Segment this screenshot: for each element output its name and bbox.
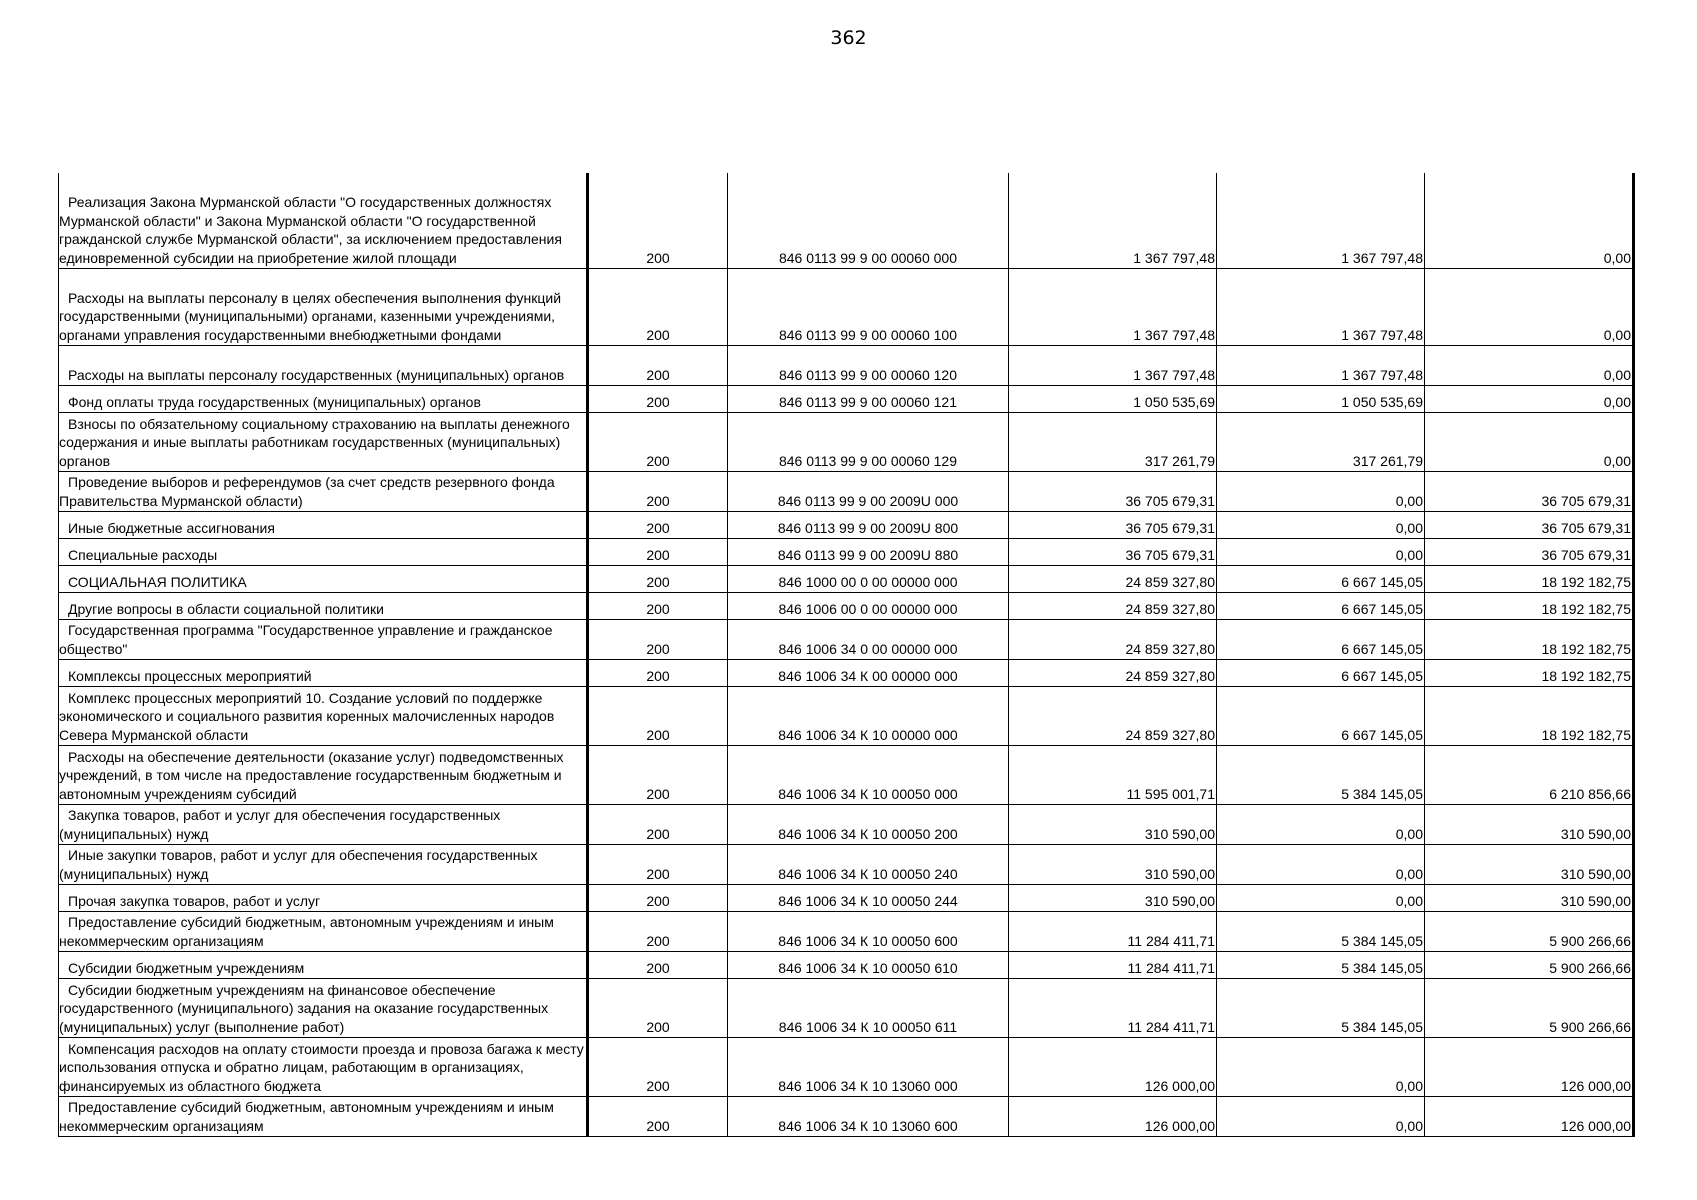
row-classification-cell: 846 1006 34 К 00 00000 000 (728, 660, 1009, 687)
table-row (59, 386, 1634, 413)
row-classification-cell: 846 1006 34 К 10 00050 610 (728, 952, 1009, 979)
row-amount-3-cell: 0,00 (1425, 413, 1634, 472)
row-name-cell: Комплекс процессных мероприятий 10. Создание условий по поддержке экономического и социального развития коренных малочисленных народов Севера Мурманской области (59, 687, 588, 746)
row-amount-3-cell: 5 900 266,66 (1425, 912, 1634, 952)
row-code-cell: 200 (588, 566, 728, 593)
row-amount-1-cell: 126 000,00 (1009, 1038, 1217, 1097)
table-row (59, 746, 1634, 805)
row-amount-2-cell: 0,00 (1217, 845, 1425, 885)
row-classification-cell: 846 1006 34 К 10 00050 600 (728, 912, 1009, 952)
row-amount-1-cell: 1 367 797,48 (1009, 346, 1217, 386)
row-classification-cell: 846 1006 34 К 10 13060 600 (728, 1097, 1009, 1137)
row-name-cell: Комплексы процессных мероприятий (59, 660, 588, 687)
row-name-cell: Предоставление субсидий бюджетным, автономным учреждениям и иным некоммерческим организациям (59, 912, 588, 952)
row-amount-3-cell: 126 000,00 (1425, 1097, 1634, 1137)
row-amount-2-cell: 0,00 (1217, 539, 1425, 566)
table-row (59, 512, 1634, 539)
row-amount-1-cell: 36 705 679,31 (1009, 472, 1217, 512)
row-amount-1-cell: 24 859 327,80 (1009, 687, 1217, 746)
row-name-cell: Субсидии бюджетным учреждениям (59, 952, 588, 979)
row-amount-2-cell: 1 367 797,48 (1217, 269, 1425, 346)
row-amount-2-cell: 6 667 145,05 (1217, 593, 1425, 620)
table-row (59, 912, 1634, 952)
row-code-cell: 200 (588, 805, 728, 845)
row-name-cell: Расходы на выплаты персоналу в целях обеспечения выполнения функций государственными (муниципальными) органами, казенными учреждениями, органами управления государственными внебюджетными фондами (59, 269, 588, 346)
table-row (59, 1097, 1634, 1137)
row-amount-2-cell: 1 367 797,48 (1217, 173, 1425, 269)
row-amount-3-cell: 18 192 182,75 (1425, 620, 1634, 660)
row-amount-1-cell: 24 859 327,80 (1009, 593, 1217, 620)
row-amount-3-cell: 0,00 (1425, 173, 1634, 269)
row-classification-cell: 846 0113 99 9 00 00060 129 (728, 413, 1009, 472)
row-code-cell: 200 (588, 620, 728, 660)
row-amount-2-cell: 0,00 (1217, 472, 1425, 512)
row-amount-3-cell: 0,00 (1425, 346, 1634, 386)
row-amount-1-cell: 1 367 797,48 (1009, 173, 1217, 269)
table-row (59, 593, 1634, 620)
table-row (59, 472, 1634, 512)
row-amount-2-cell: 0,00 (1217, 805, 1425, 845)
row-amount-2-cell: 317 261,79 (1217, 413, 1425, 472)
row-code-cell: 200 (588, 845, 728, 885)
row-amount-2-cell: 5 384 145,05 (1217, 952, 1425, 979)
row-amount-2-cell: 5 384 145,05 (1217, 912, 1425, 952)
table-row (59, 885, 1634, 912)
table-row (59, 173, 1634, 269)
row-code-cell: 200 (588, 472, 728, 512)
row-classification-cell: 846 0113 99 9 00 00060 000 (728, 173, 1009, 269)
row-code-cell: 200 (588, 593, 728, 620)
table-row (59, 687, 1634, 746)
row-classification-cell: 846 0113 99 9 00 00060 100 (728, 269, 1009, 346)
row-amount-3-cell: 0,00 (1425, 269, 1634, 346)
table-row (59, 539, 1634, 566)
row-amount-1-cell: 36 705 679,31 (1009, 539, 1217, 566)
row-classification-cell: 846 1006 34 0 00 00000 000 (728, 620, 1009, 660)
row-code-cell: 200 (588, 173, 728, 269)
row-amount-3-cell: 36 705 679,31 (1425, 472, 1634, 512)
row-amount-1-cell: 1 367 797,48 (1009, 269, 1217, 346)
row-classification-cell: 846 1006 34 К 10 00000 000 (728, 687, 1009, 746)
row-amount-2-cell: 0,00 (1217, 1038, 1425, 1097)
row-name-cell: Государственная программа "Государственное управление и гражданское общество" (59, 620, 588, 660)
row-code-cell: 200 (588, 660, 728, 687)
row-amount-3-cell: 18 192 182,75 (1425, 593, 1634, 620)
row-amount-2-cell: 1 367 797,48 (1217, 346, 1425, 386)
row-classification-cell: 846 0113 99 9 00 00060 121 (728, 386, 1009, 413)
table-row (59, 620, 1634, 660)
row-amount-1-cell: 11 284 411,71 (1009, 979, 1217, 1038)
row-amount-2-cell: 0,00 (1217, 885, 1425, 912)
row-classification-cell: 846 1006 00 0 00 00000 000 (728, 593, 1009, 620)
row-code-cell: 200 (588, 512, 728, 539)
row-name-cell: Предоставление субсидий бюджетным, автономным учреждениям и иным некоммерческим организациям (59, 1097, 588, 1137)
row-classification-cell: 846 0113 99 9 00 2009U 000 (728, 472, 1009, 512)
table-row (59, 346, 1634, 386)
row-code-cell: 200 (588, 1038, 728, 1097)
row-code-cell: 200 (588, 885, 728, 912)
budget-table (58, 173, 1635, 1137)
row-amount-1-cell: 310 590,00 (1009, 885, 1217, 912)
table-row (59, 805, 1634, 845)
table-row (59, 566, 1634, 593)
table-row (59, 660, 1634, 687)
row-classification-cell: 846 1006 34 К 10 00050 000 (728, 746, 1009, 805)
table-row (59, 1038, 1634, 1097)
row-code-cell: 200 (588, 413, 728, 472)
row-amount-1-cell: 36 705 679,31 (1009, 512, 1217, 539)
row-classification-cell: 846 1006 34 К 10 00050 244 (728, 885, 1009, 912)
row-amount-3-cell: 310 590,00 (1425, 805, 1634, 845)
table-row (59, 845, 1634, 885)
row-amount-2-cell: 6 667 145,05 (1217, 687, 1425, 746)
row-amount-1-cell: 317 261,79 (1009, 413, 1217, 472)
row-name-cell: Расходы на выплаты персоналу государственных (муниципальных) органов (59, 346, 588, 386)
row-amount-2-cell: 1 050 535,69 (1217, 386, 1425, 413)
row-amount-1-cell: 24 859 327,80 (1009, 566, 1217, 593)
row-name-cell: Иные бюджетные ассигнования (59, 512, 588, 539)
row-amount-3-cell: 310 590,00 (1425, 845, 1634, 885)
table-row (59, 413, 1634, 472)
row-classification-cell: 846 1006 34 К 10 00050 240 (728, 845, 1009, 885)
row-classification-cell: 846 0113 99 9 00 2009U 800 (728, 512, 1009, 539)
row-name-cell: СОЦИАЛЬНАЯ ПОЛИТИКА (59, 566, 588, 593)
row-amount-2-cell: 6 667 145,05 (1217, 660, 1425, 687)
row-amount-2-cell: 5 384 145,05 (1217, 979, 1425, 1038)
row-amount-3-cell: 6 210 856,66 (1425, 746, 1634, 805)
row-amount-2-cell: 0,00 (1217, 1097, 1425, 1137)
row-code-cell: 200 (588, 269, 728, 346)
row-code-cell: 200 (588, 539, 728, 566)
row-amount-2-cell: 6 667 145,05 (1217, 620, 1425, 660)
row-name-cell: Прочая закупка товаров, работ и услуг (59, 885, 588, 912)
row-amount-1-cell: 126 000,00 (1009, 1097, 1217, 1137)
row-name-cell: Специальные расходы (59, 539, 588, 566)
row-code-cell: 200 (588, 687, 728, 746)
row-name-cell: Расходы на обеспечение деятельности (оказание услуг) подведомственных учреждений, в том числе на предоставление государственным бюджетным и автономным учреждениям субсидий (59, 746, 588, 805)
row-amount-1-cell: 11 284 411,71 (1009, 912, 1217, 952)
row-classification-cell: 846 1006 34 К 10 13060 000 (728, 1038, 1009, 1097)
row-classification-cell: 846 1000 00 0 00 00000 000 (728, 566, 1009, 593)
row-code-cell: 200 (588, 386, 728, 413)
row-classification-cell: 846 1006 34 К 10 00050 200 (728, 805, 1009, 845)
row-amount-1-cell: 310 590,00 (1009, 845, 1217, 885)
row-amount-1-cell: 24 859 327,80 (1009, 660, 1217, 687)
row-name-cell: Проведение выборов и референдумов (за счет средств резервного фонда Правительства Мурманской области) (59, 472, 588, 512)
table-row (59, 269, 1634, 346)
budget-table-body (59, 173, 1634, 1137)
row-classification-cell: 846 0113 99 9 00 00060 120 (728, 346, 1009, 386)
row-name-cell: Взносы по обязательному социальному страхованию на выплаты денежного содержания и иные выплаты работникам государственных (муниципальных) органов (59, 413, 588, 472)
page-number: 362 (830, 27, 867, 49)
row-classification-cell: 846 0113 99 9 00 2009U 880 (728, 539, 1009, 566)
table-row (59, 979, 1634, 1038)
row-code-cell: 200 (588, 952, 728, 979)
row-amount-1-cell: 11 595 001,71 (1009, 746, 1217, 805)
row-amount-3-cell: 310 590,00 (1425, 885, 1634, 912)
row-amount-3-cell: 36 705 679,31 (1425, 512, 1634, 539)
row-name-cell: Закупка товаров, работ и услуг для обеспечения государственных (муниципальных) нужд (59, 805, 588, 845)
row-code-cell: 200 (588, 746, 728, 805)
row-amount-1-cell: 310 590,00 (1009, 805, 1217, 845)
row-name-cell: Фонд оплаты труда государственных (муниципальных) органов (59, 386, 588, 413)
row-amount-3-cell: 5 900 266,66 (1425, 979, 1634, 1038)
row-name-cell: Другие вопросы в области социальной политики (59, 593, 588, 620)
row-amount-1-cell: 1 050 535,69 (1009, 386, 1217, 413)
row-name-cell: Компенсация расходов на оплату стоимости проезда и провоза багажа к месту использования отпуска и обратно лицам, работающим в организациях, финансируемых из областного бюджета (59, 1038, 588, 1097)
row-code-cell: 200 (588, 912, 728, 952)
row-amount-3-cell: 18 192 182,75 (1425, 660, 1634, 687)
table-row (59, 952, 1634, 979)
row-name-cell: Реализация Закона Мурманской области "О государственных должностях Мурманской области" и Закона Мурманской области "О государственной гражданской службе Мурманской области", за исключением предоставления единовременной субсидии на приобретение жилой площади (59, 173, 588, 269)
row-amount-3-cell: 36 705 679,31 (1425, 539, 1634, 566)
row-name-cell: Иные закупки товаров, работ и услуг для обеспечения государственных (муниципальных) нужд (59, 845, 588, 885)
row-name-cell: Субсидии бюджетным учреждениям на финансовое обеспечение государственного (муниципального) задания на оказание государственных (муниципальных) услуг (выполнение работ) (59, 979, 588, 1038)
row-code-cell: 200 (588, 979, 728, 1038)
row-amount-2-cell: 6 667 145,05 (1217, 566, 1425, 593)
row-amount-3-cell: 18 192 182,75 (1425, 566, 1634, 593)
row-classification-cell: 846 1006 34 К 10 00050 611 (728, 979, 1009, 1038)
row-amount-2-cell: 5 384 145,05 (1217, 746, 1425, 805)
row-amount-3-cell: 126 000,00 (1425, 1038, 1634, 1097)
row-amount-3-cell: 0,00 (1425, 386, 1634, 413)
row-amount-2-cell: 0,00 (1217, 512, 1425, 539)
row-amount-1-cell: 11 284 411,71 (1009, 952, 1217, 979)
row-code-cell: 200 (588, 1097, 728, 1137)
row-code-cell: 200 (588, 346, 728, 386)
row-amount-3-cell: 5 900 266,66 (1425, 952, 1634, 979)
row-amount-1-cell: 24 859 327,80 (1009, 620, 1217, 660)
row-amount-3-cell: 18 192 182,75 (1425, 687, 1634, 746)
